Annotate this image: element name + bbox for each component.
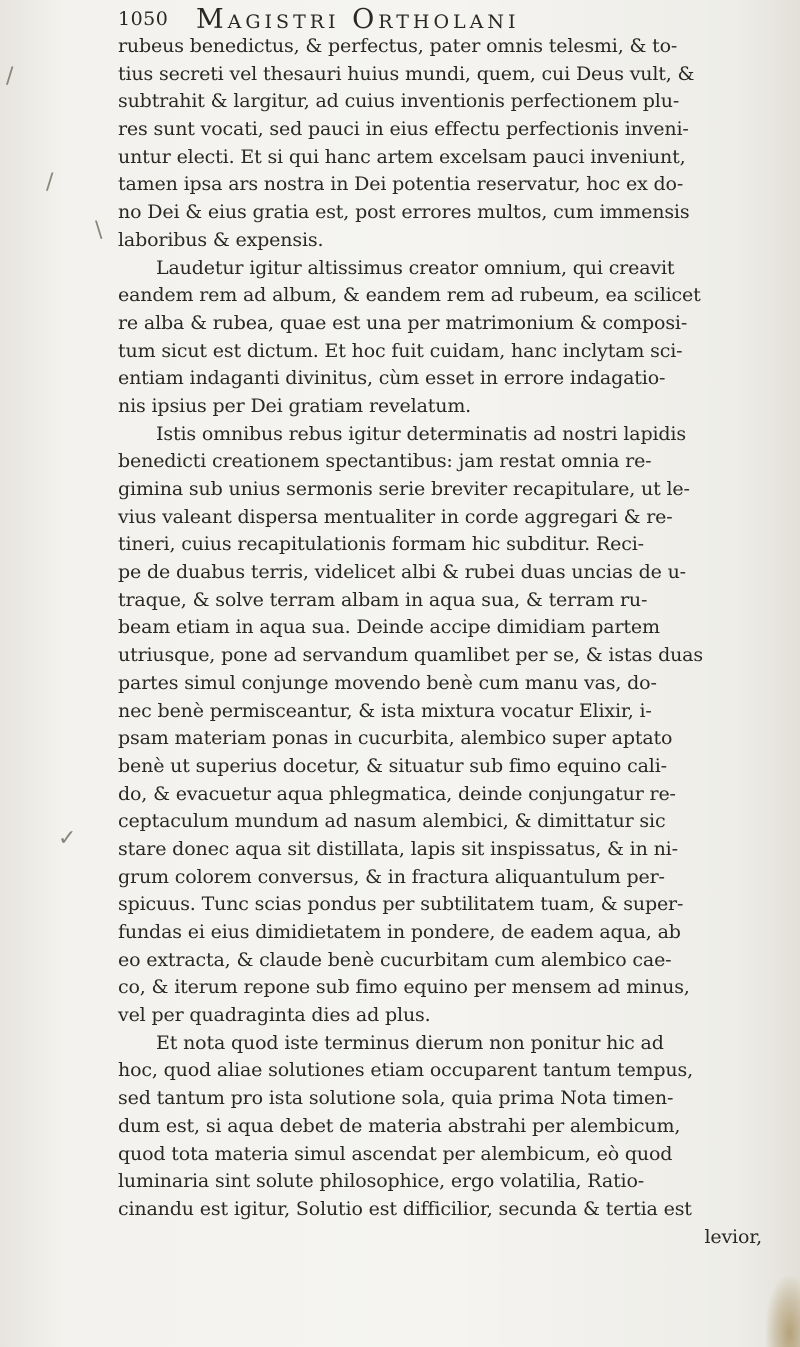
- text-line: dum est, si aqua debet de materia abstrahi per alembicum,: [118, 1114, 681, 1137]
- page-number: 1050: [118, 8, 169, 30]
- text-line: Istis omnibus rebus igitur determinatis ad nostri lapidis: [156, 422, 686, 445]
- text-line: vius valeant dispersa mentualiter in corde aggregari & re-: [118, 505, 673, 528]
- text-line: tius secreti vel thesauri huius mundi, quem, cui Deus vult, &: [118, 62, 695, 85]
- text-line: tum sicut est dictum. Et hoc fuit cuidam, hanc inclytam sci-: [118, 339, 683, 362]
- text-line: stare donec aqua sit distillata, lapis sit inspissatus, & in ni-: [118, 837, 678, 860]
- text-line: rubeus benedictus, & perfectus, pater omnis telesmi, & to-: [118, 35, 678, 57]
- text-line: untur electi. Et si qui hanc artem excelsam pauci inveniunt,: [118, 145, 686, 168]
- margin-mark: \: [95, 218, 103, 243]
- text-line: cinandu est igitur, Solutio est difficilior, secunda & tertia est: [118, 1197, 692, 1220]
- text-line: luminaria sint solute philosophice, ergo volatilia, Ratio-: [118, 1170, 645, 1193]
- text-line: benedicti creationem spectantibus: jam restat omnia re-: [118, 450, 652, 473]
- text-line: sed tantum pro ista solutione sola, quia prima Nota timen-: [118, 1087, 674, 1110]
- text-line: Laudetur igitur altissimus creator omnium, qui creavit: [156, 256, 675, 279]
- text-line: fundas ei eius dimidietatem in pondere, de eadem aqua, ab: [118, 921, 681, 943]
- text-line: spicuus. Tunc scias pondus per subtilitatem tuam, & super-: [118, 893, 684, 916]
- text-line: partes simul conjunge movendo benè cum manu vas, do-: [118, 671, 657, 694]
- catchword: levior,: [704, 1225, 762, 1248]
- margin-mark: /: [6, 64, 14, 89]
- text-line: re alba & rubea, quae est una per matrimonium & composi-: [118, 311, 688, 334]
- text-line: grum colorem conversus, & in fractura aliquantulum per-: [118, 865, 665, 888]
- running-head: Magistri Ortholani: [196, 4, 520, 35]
- text-line: hoc, quod aliae solutiones etiam occuparent tantum tempus,: [118, 1059, 693, 1082]
- margin-mark: /: [46, 170, 54, 195]
- text-line: quod tota materia simul ascendat per alembicum, eò quod: [118, 1142, 673, 1165]
- text-line: tineri, cuius recapitulationis formam hic subditur. Reci-: [118, 533, 644, 556]
- margin-mark: ✓: [58, 826, 77, 851]
- text-line: res sunt vocati, sed pauci in eius effectu perfectionis inveni-: [118, 118, 689, 141]
- body-text: [118, 33, 788, 1251]
- text-line: utriusque, pone ad servandum quamlibet per se, & istas duas: [118, 644, 703, 667]
- text-line: co, & iterum repone sub fimo equino per mensem ad minus,: [118, 976, 690, 999]
- text-line: eo extracta, & claude benè cucurbitam cum alembico cae-: [118, 948, 672, 971]
- text-line: laboribus & expensis.: [118, 228, 324, 251]
- text-line: eandem rem ad album, & eandem rem ad rubeum, ea scilicet: [118, 284, 701, 307]
- text-line: traque, & solve terram albam in aqua sua, & terram ru-: [118, 588, 648, 611]
- text-line: pe de duabus terris, videlicet albi & rubei duas uncias de u-: [118, 561, 686, 584]
- text-line: entiam indaganti divinitus, cùm esset in errore indagatio-: [118, 367, 666, 390]
- text-line: beam etiam in aqua sua. Deinde accipe dimidiam partem: [118, 616, 660, 639]
- paper-stain: [766, 1277, 800, 1347]
- page-header: [118, 4, 778, 35]
- text-line: vel per quadraginta dies ad plus.: [118, 1004, 431, 1027]
- text-line: do, & evacuetur aqua phlegmatica, deinde conjungatur re-: [118, 782, 676, 805]
- text-line: Et nota quod iste terminus dierum non ponitur hic ad: [156, 1031, 664, 1054]
- text-line: nec benè permisceantur, & ista mixtura vocatur Elixir, i-: [118, 699, 652, 722]
- text-line: nis ipsius per Dei gratiam revelatum.: [118, 394, 472, 417]
- text-line: benè ut superius docetur, & situatur sub fimo equino cali-: [118, 754, 667, 777]
- text-line: subtrahit & largitur, ad cuius inventionis perfectionem plu-: [118, 90, 680, 113]
- text-line: gimina sub unius sermonis serie breviter recapitulare, ut le-: [118, 478, 690, 500]
- text-line: tamen ipsa ars nostra in Dei potentia reservatur, hoc ex do-: [118, 173, 684, 196]
- text-line: psam materiam ponas in cucurbita, alembico super aptato: [118, 727, 673, 750]
- text-line: ceptaculum mundum ad nasum alembici, & dimittatur sic: [118, 810, 666, 833]
- text-line: no Dei & eius gratia est, post errores multos, cum immensis: [118, 201, 690, 224]
